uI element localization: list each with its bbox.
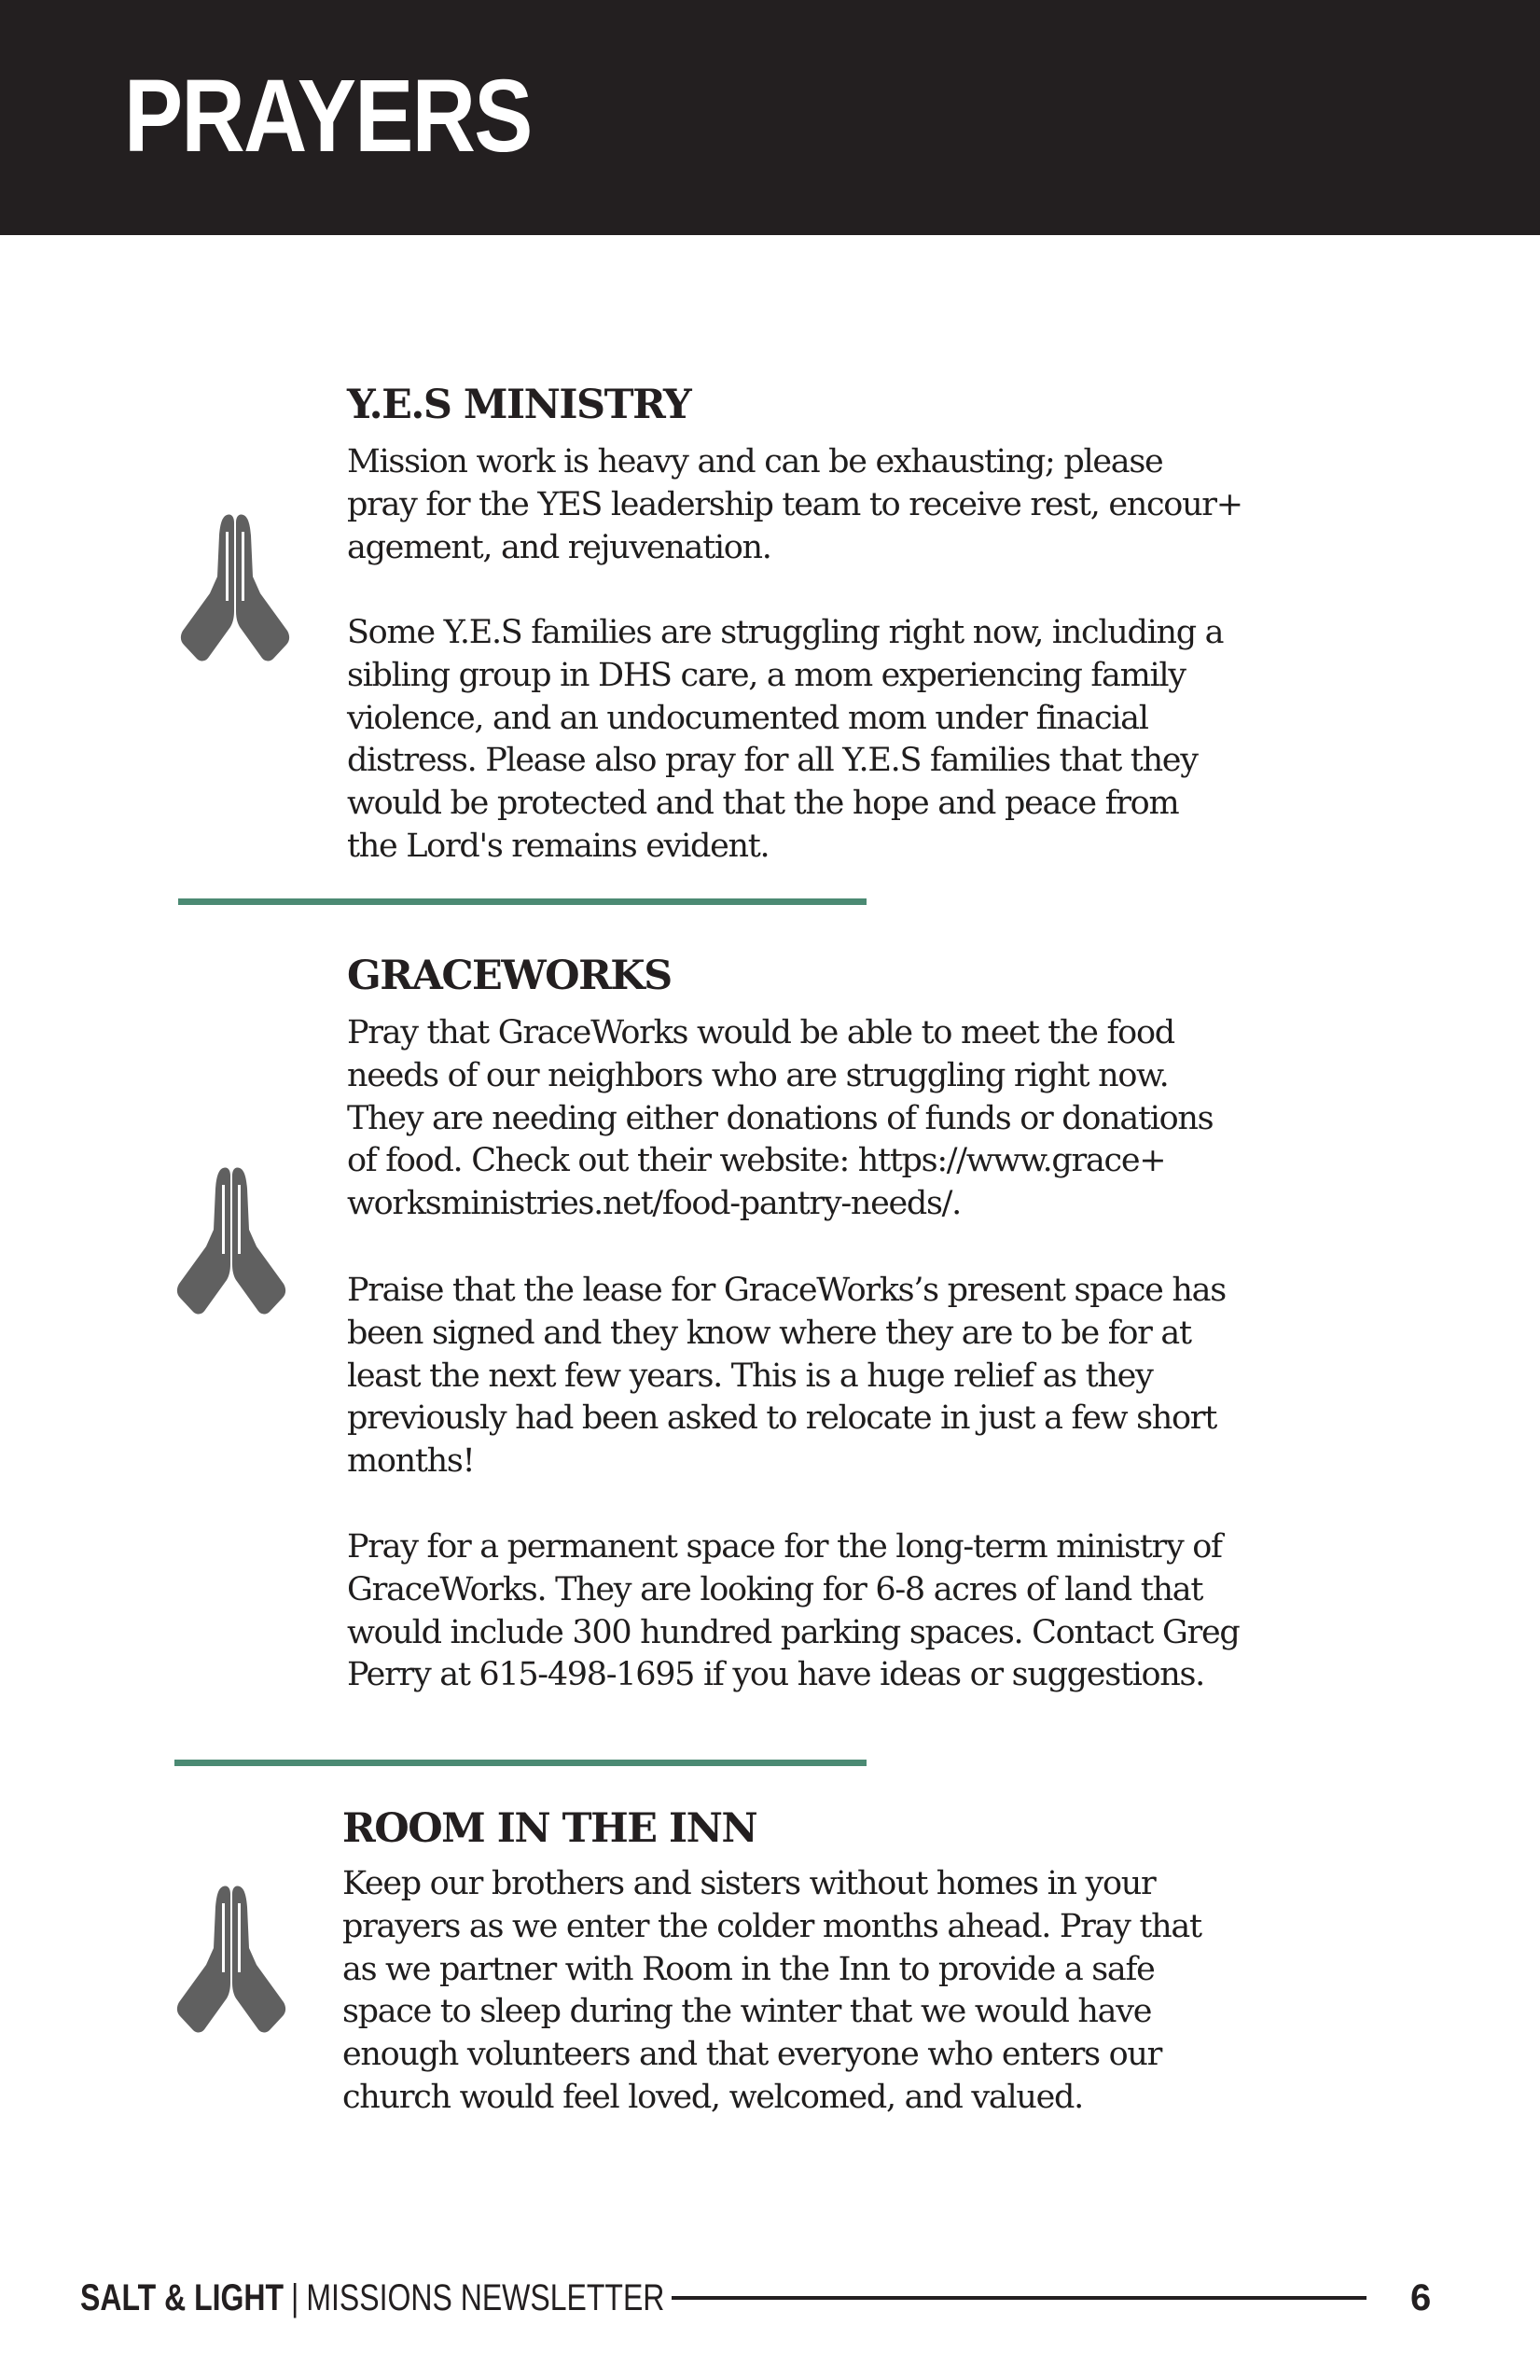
- text-line: GraceWorks. They are looking for 6-8 acres of land that: [347, 1570, 1203, 1608]
- yes-paragraph-2: [347, 612, 1266, 869]
- section-divider: [174, 1760, 867, 1766]
- text-line: worksministries.net/food-pantry-needs/.: [347, 1185, 961, 1223]
- text-line: enough volunteers and that everyone who enters our: [342, 2036, 1162, 2074]
- footer-brand: [80, 2270, 664, 2326]
- section-title-room-in-the-inn: ROOM IN THE INN: [342, 1805, 757, 1852]
- text-line: Some Y.E.S families are struggling right now, including a: [347, 614, 1224, 651]
- graceworks-paragraph-1: [347, 1012, 1266, 1226]
- text-line: least the next few years. This is a huge relief as they: [347, 1357, 1153, 1395]
- text-line: previously had been asked to relocate in just a few short: [347, 1399, 1216, 1438]
- text-line: Praise that the lease for GraceWorks’s present space has: [347, 1272, 1226, 1309]
- footer-rule: [672, 2296, 1367, 2300]
- text-line: of food. Check out their website: https://www.grace+: [347, 1142, 1166, 1180]
- graceworks-paragraph-2: [347, 1270, 1266, 1483]
- text-line: been signed and they know where they are to be for at: [347, 1314, 1191, 1352]
- text-line: Pray for a permanent space for the long-term ministry of: [347, 1528, 1222, 1566]
- text-line: would include 300 hundred parking spaces. Contact Greg: [347, 1613, 1240, 1651]
- page-title: PRAYERS: [124, 59, 532, 174]
- text-line: as we partner with Room in the Inn to provide a safe: [342, 1950, 1155, 1988]
- footer-separator: |: [291, 2277, 299, 2318]
- text-line: Pray that GraceWorks would be able to meet the food: [347, 1014, 1174, 1051]
- footer-brand-name: SALT & LIGHT: [80, 2277, 284, 2318]
- section-title-yes-ministry: Y.E.S MINISTRY: [347, 382, 691, 428]
- text-line: needs of our neighbors who are struggling right now.: [347, 1056, 1169, 1094]
- text-line: prayers as we enter the colder months ahead. Pray that: [342, 1907, 1201, 1945]
- text-line: would be protected and that the hope and peace from: [347, 785, 1179, 823]
- text-line: agement, and rejuvenation.: [347, 528, 771, 566]
- section-divider: [178, 898, 867, 905]
- room-in-the-inn-paragraph-1: [342, 1863, 1261, 2120]
- graceworks-paragraph-3: [347, 1526, 1266, 1697]
- page-header: [0, 0, 1540, 235]
- text-line: violence, and an undocumented mom under finacial: [347, 699, 1148, 737]
- yes-paragraph-1: [347, 441, 1266, 569]
- section-title-graceworks: GRACEWORKS: [347, 953, 672, 999]
- praying-hands-icon: [178, 511, 292, 672]
- text-line: distress. Please also pray for all Y.E.S families that they: [347, 742, 1198, 780]
- text-line: Keep our brothers and sisters without homes in your: [342, 1865, 1156, 1902]
- text-line: the Lord's remains evident.: [347, 827, 770, 865]
- text-line: months!: [347, 1442, 475, 1481]
- text-line: church would feel loved, welcomed, and valued.: [342, 2078, 1083, 2116]
- text-line: space to sleep during the winter that we would have: [342, 1993, 1152, 2031]
- praying-hands-icon: [174, 1164, 288, 1325]
- text-line: They are needing either donations of funds or donations: [347, 1099, 1214, 1137]
- text-line: pray for the YES leadership team to receive rest, encour+: [347, 485, 1242, 523]
- text-line: Mission work is heavy and can be exhausting; please: [347, 443, 1163, 480]
- page-number: 6: [1410, 2277, 1432, 2318]
- text-line: sibling group in DHS care, a mom experiencing family: [347, 656, 1186, 694]
- footer-subtitle: MISSIONS NEWSLETTER: [306, 2277, 665, 2318]
- praying-hands-icon: [174, 1883, 288, 2043]
- text-line: Perry at 615-498-1695 if you have ideas or suggestions.: [347, 1656, 1205, 1694]
